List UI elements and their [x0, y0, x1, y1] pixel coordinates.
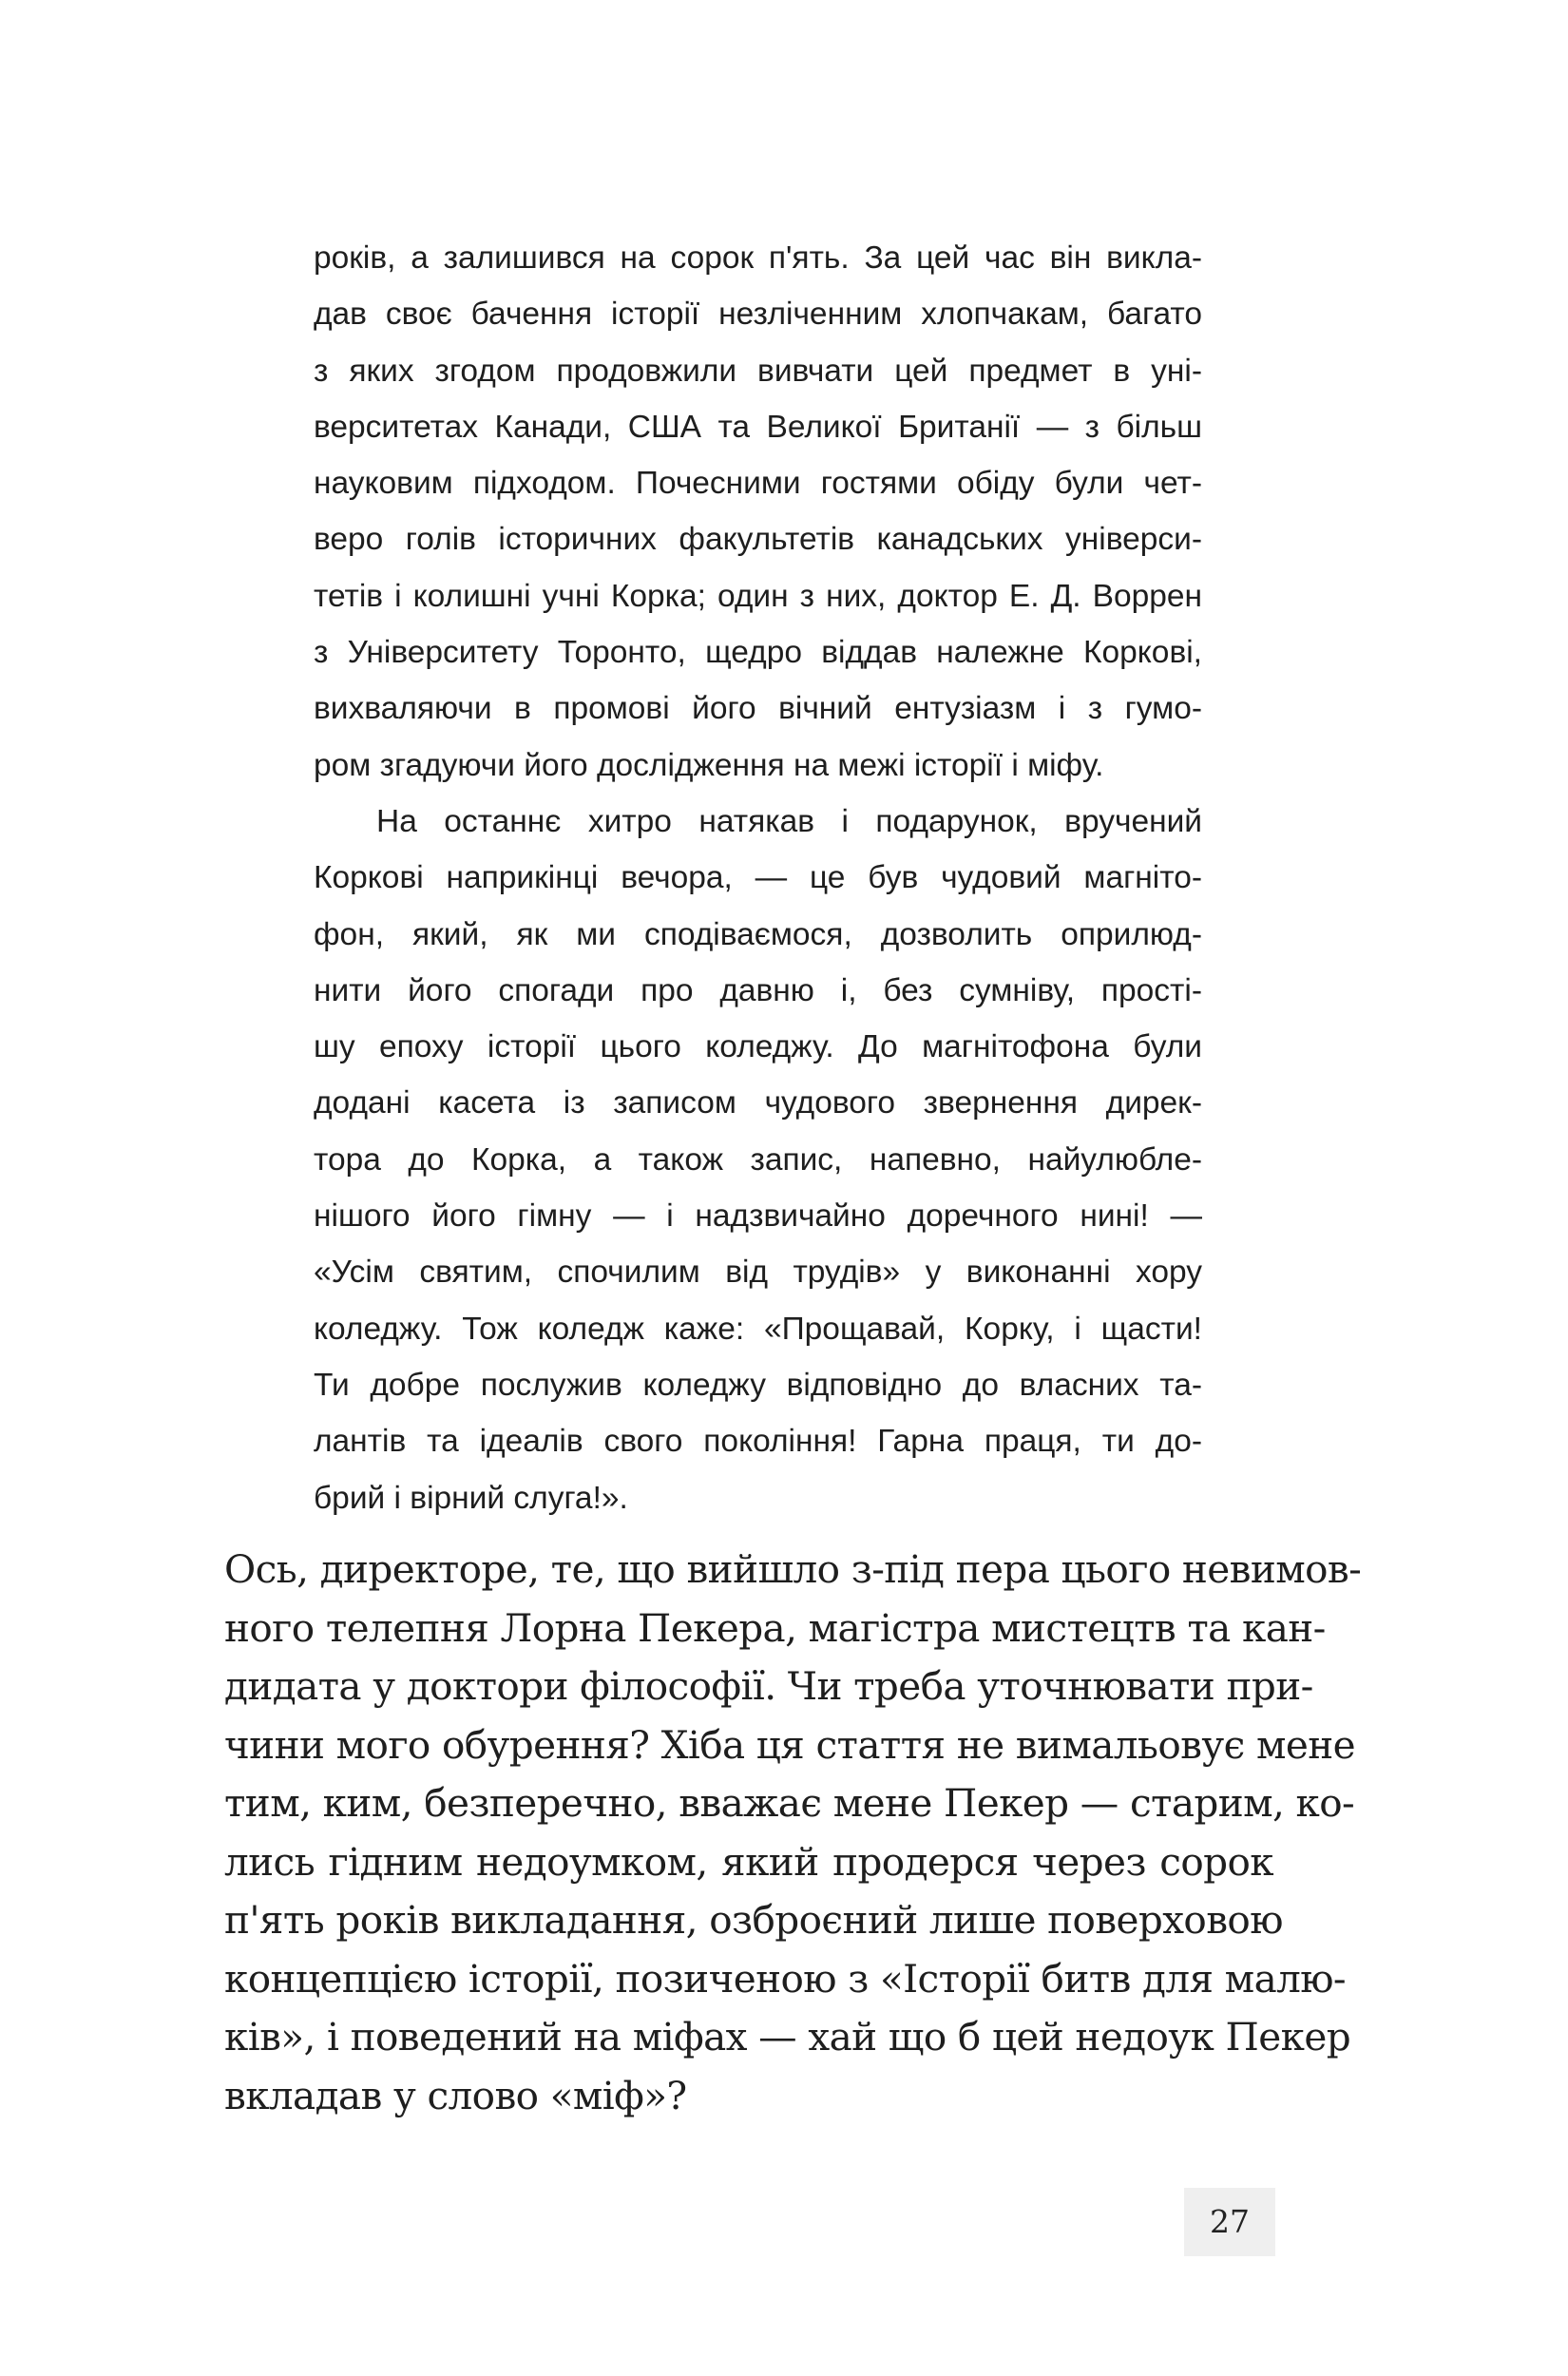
quote-line: додані касета із записом чудового звернення дирек-: [314, 1085, 1202, 1121]
body-line: ного телепня Лорна Пекера, магістра мистецтв та кан-: [224, 1604, 1326, 1651]
quote-line: брий і вірний слуга!».: [314, 1480, 628, 1516]
body-line: ків», і поведений на міфах — хай що б цей недоук Пекер: [224, 2014, 1351, 2060]
body-line: п'ять років викладання, озброєний лише поверховою: [224, 1897, 1283, 1943]
body-line: лись гідним недоумком, який продерся через сорок: [224, 1838, 1273, 1885]
body-line: вкладав у слово «міф»?: [224, 2072, 687, 2118]
quote-line: веро голів історичних факультетів канадських універси-: [314, 522, 1202, 558]
page-number: 27: [1184, 2188, 1275, 2256]
quote-line: фон, який, як ми сподіваємося, дозволить оприлюд-: [314, 916, 1202, 952]
quote-line: лантів та ідеалів свого покоління! Гарна праця, ти до-: [314, 1424, 1202, 1460]
body-line: концепцією історії, позиченою з «Історії битв для малю-: [224, 1955, 1347, 2002]
quote-line: дав своє бачення історії незліченним хлопчакам, багато: [314, 297, 1202, 333]
quote-line: років, а залишився на сорок п'ять. За цей час він викла-: [314, 240, 1202, 276]
body-line: дидата у доктори філософії. Чи треба уточнювати при-: [224, 1663, 1313, 1709]
quote-line: з яких згодом продовжили вивчати цей предмет в уні-: [314, 353, 1202, 389]
body-line: Ось, директоре, те, що вийшло з-під пера цього невимов-: [224, 1546, 1362, 1592]
quote-line: нішого його гімну — і надзвичайно доречного нині! —: [314, 1198, 1202, 1235]
quote-line: коледжу. Тож коледж каже: «Прощавай, Корку, і щасти!: [314, 1311, 1202, 1347]
quote-line: тетів і колишні учні Корка; один з них, доктор Е. Д. Воррен: [314, 578, 1202, 614]
body-line: тим, ким, безперечно, вважає мене Пекер — старим, ко-: [224, 1780, 1355, 1826]
body-paragraph: [224, 1541, 1362, 2125]
quote-line: верситетах Канади, США та Великої Британії — з більш: [314, 409, 1202, 445]
quote-line: шу епоху історії цього коледжу. До магнітофона були: [314, 1029, 1202, 1065]
quote-line: ром згадуючи його дослідження на межі історії і міфу.: [314, 747, 1104, 783]
body-line: чини мого обурення? Хіба ця стаття не вимальовує мене: [224, 1721, 1355, 1768]
quote-line: Коркові наприкінці вечора, — це був чудовий магніто-: [314, 860, 1202, 896]
quote-line: «Усім святим, спочилим від трудів» у виконанні хору: [314, 1255, 1202, 1291]
quote-line: вихваляючи в промові його вічний ентузіазм і з гумо-: [314, 691, 1202, 727]
quote-line: з Університету Торонто, щедро віддав належне Коркові,: [314, 635, 1202, 671]
quote-line: Ти добре послужив коледжу відповідно до власних та-: [314, 1367, 1202, 1403]
quote-line: нити його спогади про давню і, без сумніву, прості-: [314, 972, 1202, 1008]
quoted-article: [314, 230, 1202, 1526]
quote-line: науковим підходом. Почесними гостями обіду були чет-: [314, 466, 1202, 502]
quote-line: тора до Корка, а також запис, напевно, найулюбле-: [314, 1141, 1202, 1178]
quote-line: На останнє хитро натякав і подарунок, вручений: [376, 803, 1202, 839]
